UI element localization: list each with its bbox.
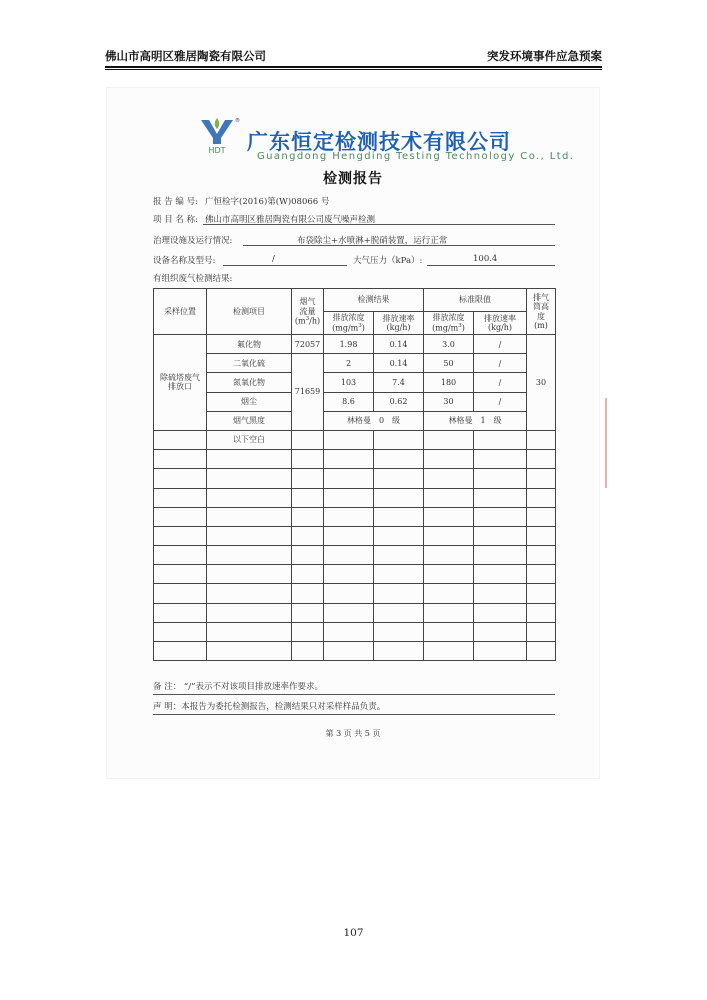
table-row	[154, 450, 556, 469]
header-limit: 标准限值	[424, 289, 527, 312]
project-value: 佛山市高明区雅居陶瓷有限公司废气噪声检测	[205, 215, 376, 225]
header-rule-thin	[105, 69, 602, 70]
table-row	[154, 603, 556, 622]
table-row	[154, 469, 556, 488]
table-row	[154, 430, 556, 449]
project-label: 项 目 名 称:	[153, 215, 198, 225]
running-header	[105, 44, 602, 64]
table-row	[154, 392, 556, 411]
table-row	[154, 565, 556, 584]
table-row	[154, 584, 556, 603]
remark-underline	[153, 694, 555, 695]
limit-rate-cell: /	[474, 335, 527, 354]
facility-label: 治理设施及运行情况:	[153, 236, 233, 246]
table-row	[154, 622, 556, 641]
limit-rate-cell: /	[474, 373, 527, 392]
rate-cell: 7.4	[374, 373, 424, 392]
blackness-limit-cell: 林格曼 1 级	[424, 411, 527, 430]
limit-rate-cell: /	[474, 354, 527, 373]
limit-conc-cell: 180	[424, 373, 474, 392]
rate-cell: 0.14	[374, 354, 424, 373]
item-cell: 烟气黑度	[207, 411, 292, 430]
project-underline	[203, 224, 555, 225]
company-name-cn: 广东恒定检测技术有限公司	[247, 130, 511, 154]
table-row	[154, 354, 556, 373]
table-row	[154, 642, 556, 661]
header-flow: 烟气 流量 $(m^3/h)$	[292, 289, 324, 335]
rate-cell: 0.62	[374, 392, 424, 411]
table-header-row	[154, 289, 556, 312]
table-row	[154, 507, 556, 526]
equipment-underline	[223, 265, 347, 266]
pressure-underline	[427, 265, 555, 266]
header-item: 检测项目	[207, 289, 292, 335]
equipment-value: /	[272, 254, 275, 264]
statement-underline	[153, 714, 555, 715]
page-number: 107	[343, 927, 364, 939]
report-no-value: 广恒检字(2016)第(W)08066 号	[205, 197, 330, 207]
header-stack-height: 排气 筒高 度 (m)	[527, 289, 556, 335]
rate-cell: 0.14	[374, 335, 424, 354]
scan-page-indicator: 第 3 页 共 5 页	[325, 729, 381, 738]
red-seal-edge	[593, 398, 607, 488]
emission-results-table	[153, 288, 556, 661]
scanned-report	[107, 88, 599, 778]
table-row	[154, 526, 556, 545]
pressure-label: 大气压力（kPa）:	[353, 256, 423, 266]
item-cell: 氮氧化物	[207, 373, 292, 392]
company-name-en: Guangdong Hengding Testing Technology Co., Ltd.	[257, 151, 575, 162]
report-title: 检测报告	[323, 171, 383, 187]
table-row	[154, 335, 556, 354]
report-no-label: 报 告 编 号:	[153, 197, 198, 207]
header-location: 采样位置	[154, 289, 207, 335]
conc-cell: 1.98	[324, 335, 374, 354]
limit-rate-cell: /	[474, 392, 527, 411]
header-doc-title: 突发环境事件应急预案	[487, 49, 602, 63]
limit-conc-cell: 30	[424, 392, 474, 411]
svg-text:HDT: HDT	[208, 146, 226, 155]
item-cell: 二氧化硫	[207, 354, 292, 373]
header-limit-rate: 排放速率 (kg/h)	[474, 312, 527, 335]
svg-text:®: ®	[235, 118, 240, 124]
facility-value: 布袋除尘+水喷淋+脱硝装置，运行正常	[297, 236, 448, 246]
facility-underline	[243, 245, 555, 246]
conc-cell: 2	[324, 354, 374, 373]
header-result-conc: 排放浓度 $(mg/m^3)$	[324, 312, 374, 335]
header-company: 佛山市高明区雅居陶瓷有限公司	[105, 49, 266, 63]
pressure-value: 100.4	[473, 254, 498, 264]
table-row	[154, 488, 556, 507]
limit-conc-cell: 3.0	[424, 335, 474, 354]
table-row	[154, 411, 556, 430]
header-rule	[105, 66, 602, 68]
header-result-rate: 排放速率 (kg/h)	[374, 312, 424, 335]
header-result: 检测结果	[324, 289, 424, 312]
location-cell: 除硫塔废气排放口	[154, 335, 207, 431]
flow-cell: 71659	[292, 354, 324, 431]
item-cell: 烟尘	[207, 392, 292, 411]
stack-height-cell: 30	[527, 335, 556, 431]
table-row	[154, 546, 556, 565]
header-limit-conc: 排放浓度 $(mg/m^3)$	[424, 312, 474, 335]
flow-cell: 72057	[292, 335, 324, 354]
remark-note: 备 注： “/”表示不对该项目排放速率作要求。	[153, 682, 323, 692]
equipment-label: 设备名称及型号:	[153, 256, 216, 266]
blackness-result-cell: 林格曼 0 级	[324, 411, 424, 430]
hdt-logo-icon	[195, 116, 239, 154]
conc-cell: 8.6	[324, 392, 374, 411]
item-cell: 氟化物	[207, 335, 292, 354]
conc-cell: 103	[324, 373, 374, 392]
section-label: 有组织废气检测结果:	[153, 274, 233, 284]
limit-conc-cell: 50	[424, 354, 474, 373]
statement-note: 声 明：本报告为委托检测报告，检测结果只对采样样品负责。	[153, 702, 386, 712]
table-row	[154, 373, 556, 392]
blank-label-cell: 以下空白	[207, 430, 292, 449]
